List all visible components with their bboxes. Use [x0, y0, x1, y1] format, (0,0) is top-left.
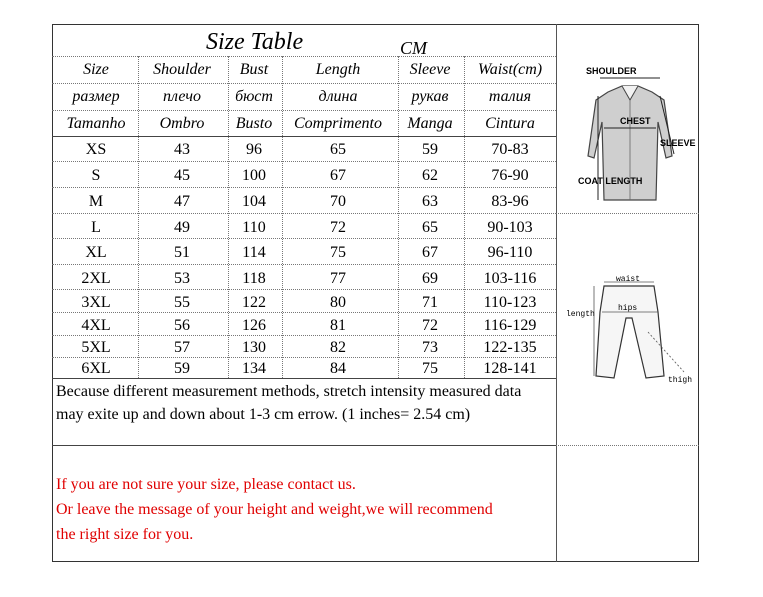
- coat-length-label: COAT LENGTH: [578, 176, 643, 186]
- measure-cell: 104: [242, 193, 266, 210]
- table-rule: [52, 238, 556, 239]
- size-cell: L: [91, 219, 101, 236]
- size-cell: 4XL: [81, 317, 111, 334]
- length-label: length: [566, 310, 595, 319]
- unit-label: CM: [400, 38, 427, 58]
- header-cell: Manga: [407, 115, 453, 132]
- measure-cell: 130: [242, 339, 266, 356]
- measure-cell: 72: [330, 219, 346, 236]
- pants-measure-diagram: [560, 272, 700, 397]
- measure-cell: 75: [422, 360, 438, 377]
- size-cell: 5XL: [81, 339, 111, 356]
- measure-cell: 71: [422, 294, 438, 311]
- table-rule: [52, 357, 556, 358]
- measure-cell: 67: [330, 167, 346, 184]
- sleeve-label: SLEEVE: [660, 138, 696, 148]
- contact-line: the right size for you.: [56, 526, 194, 543]
- shoulder-label: SHOULDER: [586, 66, 637, 76]
- size-cell: 2XL: [81, 270, 111, 287]
- measure-cell: 70: [330, 193, 346, 210]
- measure-cell: 59: [422, 141, 438, 158]
- contact-message: [56, 472, 552, 547]
- measure-cell: 100: [242, 167, 266, 184]
- measure-cell: 67: [422, 244, 438, 261]
- measure-cell: 70-83: [491, 141, 529, 158]
- measure-cell: 81: [330, 317, 346, 334]
- table-rule: [52, 312, 556, 313]
- chest-label: CHEST: [620, 116, 651, 126]
- size-cell: XS: [85, 141, 107, 158]
- header-cell: рукав: [411, 88, 449, 105]
- hips-label: hips: [618, 304, 638, 313]
- measure-cell: 45: [174, 167, 190, 184]
- measure-cell: 122: [242, 294, 266, 311]
- table-rule: [52, 110, 556, 111]
- size-cell: XL: [85, 244, 107, 261]
- measure-cell: 110-123: [483, 294, 537, 311]
- measure-cell: 69: [422, 270, 438, 287]
- measure-cell: 134: [242, 360, 266, 377]
- table-rule: [52, 289, 556, 290]
- size-cell: M: [88, 193, 104, 210]
- thigh-label: thigh: [668, 376, 693, 385]
- header-cell: бюст: [235, 88, 273, 105]
- measure-cell: 118: [242, 270, 266, 287]
- table-rule: [52, 136, 556, 137]
- table-rule: [52, 213, 556, 214]
- measure-cell: 55: [174, 294, 190, 311]
- header-cell: Shoulder: [153, 61, 211, 78]
- measure-cell: 77: [330, 270, 346, 287]
- image-divider: [556, 445, 699, 446]
- size-cell: 6XL: [81, 360, 111, 377]
- measure-cell: 84: [330, 360, 346, 377]
- measure-cell: 43: [174, 141, 190, 158]
- header-cell: плечо: [163, 88, 201, 105]
- size-cell: 3XL: [81, 294, 111, 311]
- measure-cell: 73: [422, 339, 438, 356]
- header-cell: Comprimento: [294, 115, 382, 132]
- header-cell: Busto: [235, 115, 273, 132]
- header-cell: Sleeve: [409, 61, 451, 78]
- header-cell: Tamanho: [66, 115, 126, 132]
- table-rule: [52, 161, 556, 162]
- measure-cell: 63: [422, 193, 438, 210]
- header-cell: Ombro: [159, 115, 205, 132]
- contact-line: If you are not sure your size, please contact us.: [56, 476, 356, 493]
- section-rule: [52, 445, 556, 446]
- measure-cell: 75: [330, 244, 346, 261]
- header-cell: Waist(cm): [477, 61, 543, 78]
- measure-cell: 47: [174, 193, 190, 210]
- measure-cell: 49: [174, 219, 190, 236]
- table-rule: [52, 83, 556, 84]
- shirt-measure-diagram: [560, 60, 700, 215]
- measure-cell: 96: [246, 141, 262, 158]
- table-rule: [52, 56, 556, 57]
- measure-cell: 62: [422, 167, 438, 184]
- header-cell: Bust: [239, 61, 269, 78]
- header-cell: талия: [488, 88, 532, 105]
- measure-cell: 57: [174, 339, 190, 356]
- header-cell: Length: [315, 61, 361, 78]
- waist-label: waist: [616, 275, 641, 284]
- table-rule: [52, 378, 556, 379]
- contact-line: Or leave the message of your height and weight,we will recommend: [56, 501, 493, 518]
- header-cell: размер: [72, 88, 120, 105]
- measure-cell: 80: [330, 294, 346, 311]
- measure-cell: 90-103: [487, 219, 533, 236]
- measure-cell: 72: [422, 317, 438, 334]
- table-rule: [52, 335, 556, 336]
- measure-cell: 83-96: [491, 193, 529, 210]
- size-cell: S: [91, 167, 101, 184]
- measure-cell: 96-110: [487, 244, 533, 261]
- measure-cell: 56: [174, 317, 190, 334]
- measure-cell: 128-141: [483, 360, 537, 377]
- measure-cell: 126: [242, 317, 266, 334]
- measure-cell: 103-116: [483, 270, 537, 287]
- header-cell: длина: [318, 88, 358, 105]
- measure-cell: 59: [174, 360, 190, 377]
- measure-cell: 51: [174, 244, 190, 261]
- measure-cell: 114: [242, 244, 266, 261]
- table-rule: [52, 187, 556, 188]
- pants-outline: [596, 286, 664, 378]
- header-cell: Size: [83, 61, 109, 78]
- measure-cell: 76-90: [491, 167, 529, 184]
- measure-cell: 53: [174, 270, 190, 287]
- measure-cell: 65: [422, 219, 438, 236]
- measure-cell: 116-129: [483, 317, 537, 334]
- measurement-note: Because different measurement methods, stretch intensity measured data may exite up and down about 1-3 cm errow. (1 inches= 2.54 cm): [56, 383, 522, 423]
- measure-cell: 122-135: [483, 339, 537, 356]
- table-rule: [52, 264, 556, 265]
- measure-cell: 65: [330, 141, 346, 158]
- chart-title: Size Table: [206, 29, 304, 55]
- header-cell: Cintura: [485, 115, 535, 132]
- measure-cell: 110: [242, 219, 266, 236]
- measure-cell: 82: [330, 339, 346, 356]
